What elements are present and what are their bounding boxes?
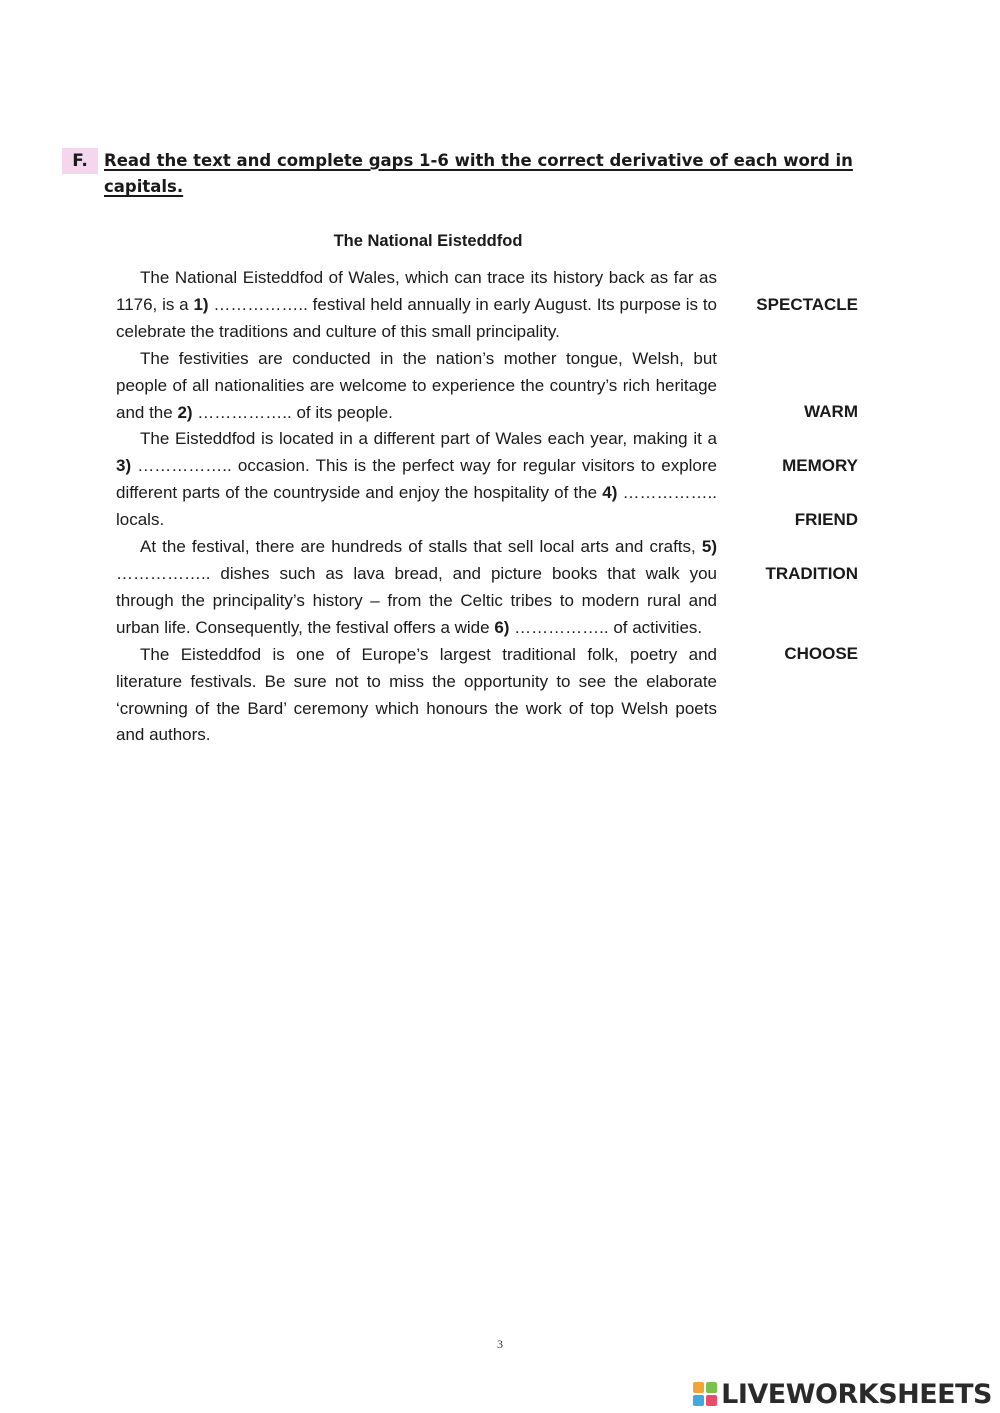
gap-3-number: 3) <box>116 456 132 476</box>
paragraph-5: The Eisteddfod is one of Europe’s largest traditional folk, poetry and literature festivals. Be sure not to miss the opportunity to see the elaborate ‘crowning of the Bard’ ceremony which honours the work of top Welsh poets and authors. <box>116 644 717 745</box>
paragraph-4: At the festival, there are hundreds of stalls that sell local arts and crafts, 5) …………….. dishes such as lava bread, and picture books that walk you through the principality’s history – from the Celtic tribes to modern rural and urban life. Consequently, the festival offers a wide 6) …………….. of activities. <box>116 537 717 637</box>
gap-1-number: 1) <box>193 294 209 314</box>
section-label: F. <box>62 148 98 174</box>
article-body <box>116 265 717 749</box>
instruction-line-1: Read the text and complete gaps 1-6 with the correct derivative of each word in <box>104 151 853 170</box>
article-title: The National Eisteddfod <box>333 232 523 250</box>
logo-text: LIVEWORKSHEETS <box>721 1378 992 1410</box>
cue-word-6: CHOOSE <box>784 644 858 663</box>
gap-2-number: 2) <box>177 402 193 422</box>
paragraph-3: The Eisteddfod is located in a different part of Wales each year, making it a 3) …………….. occasion. This is the perfect way for regular visitors to explore different parts of the countryside and enjoy the hospitality of the 4) …………….. locals. <box>116 429 717 530</box>
cue-word-2: WARM <box>804 402 858 421</box>
gap-5-number: 5) <box>701 537 717 557</box>
instruction <box>104 148 918 200</box>
cue-word-5: TRADITION <box>765 564 858 583</box>
gap-4-number: 4) <box>602 483 618 503</box>
gap-6-number: 6) <box>494 617 510 637</box>
cue-word-4: FRIEND <box>794 510 858 529</box>
instruction-line-2: capitals. <box>104 177 184 196</box>
page-number: 3 <box>497 1337 503 1351</box>
cue-word-3: MEMORY <box>782 456 858 475</box>
paragraph-2: The festivities are conducted in the nation’s mother tongue, Welsh, but people of all nationalities are welcome to experience the country’s rich heritage and the 2) …………….. of its people. <box>116 348 717 422</box>
logo-blocks-icon <box>693 1382 717 1406</box>
paragraph-1: The National Eisteddfod of Wales, which can trace its history back as far as 1176, is a 1) …………….. festival held annually in early August. Its purpose is to celebrate the traditions and culture of this small principality. <box>116 268 718 341</box>
liveworksheets-logo <box>693 1376 992 1412</box>
cue-word-1: SPECTACLE <box>756 295 858 314</box>
